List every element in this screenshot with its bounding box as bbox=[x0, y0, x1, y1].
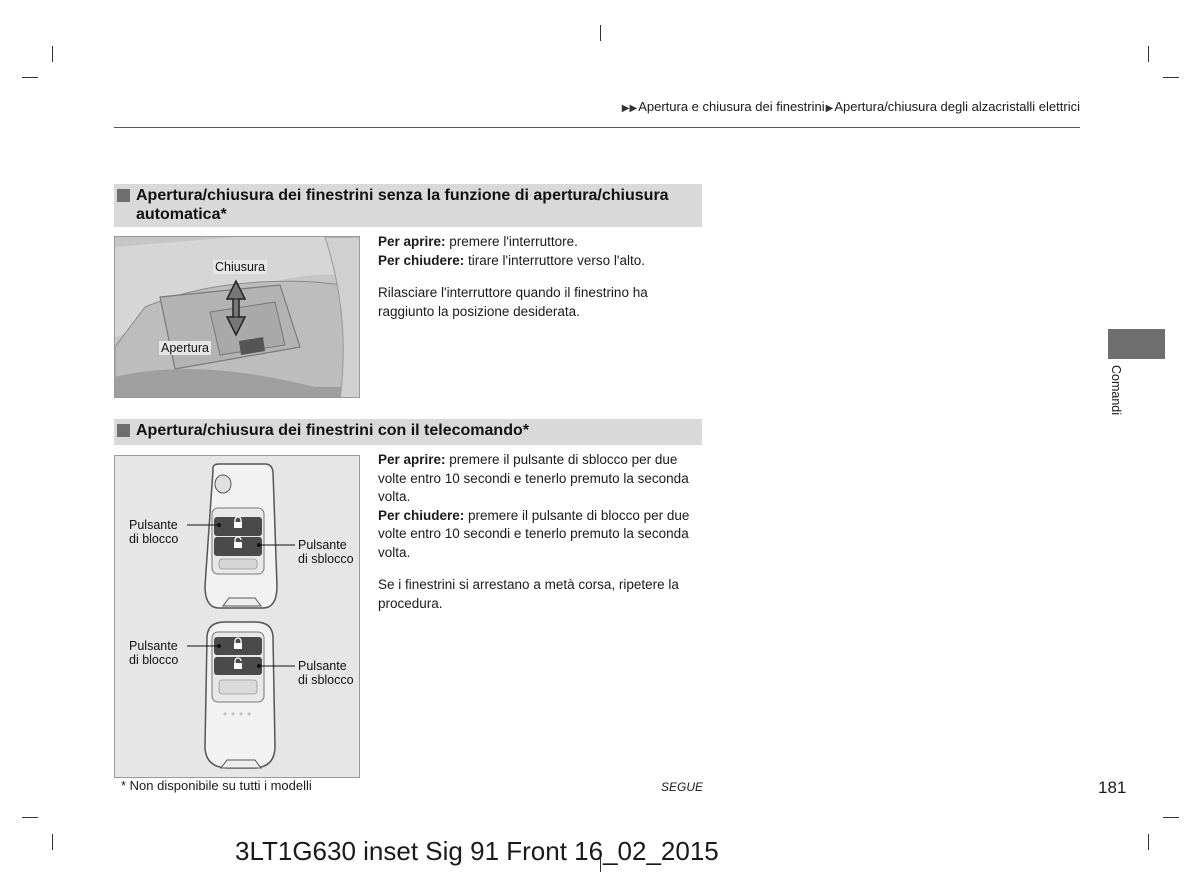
close-label: Per chiudere: bbox=[378, 507, 465, 523]
close-label: Per chiudere: bbox=[378, 252, 465, 268]
arrow-icon: ▶ bbox=[825, 103, 834, 114]
close-text: premere il pulsante di blocco per due volte entro 10 secondi e tenerlo premuto la seconda volta. bbox=[378, 507, 690, 560]
open-text: premere il pulsante di sblocco per due volte entro 10 secondi e tenerlo premuto la seconda volta. bbox=[378, 452, 689, 504]
callout-unlock-button-bottom: Pulsante di sblocco bbox=[298, 659, 354, 687]
crop-mark bbox=[1148, 46, 1149, 62]
close-instruction bbox=[378, 252, 704, 271]
side-tab-label: Comandi bbox=[1109, 365, 1123, 416]
section-heading-text: Apertura/chiusura dei finestrini con il telecomando* bbox=[136, 422, 529, 439]
crop-mark bbox=[1163, 817, 1179, 818]
open-label: Per aprire: bbox=[378, 234, 446, 249]
header-rule bbox=[114, 127, 1080, 128]
remote-keys-drawing bbox=[115, 456, 360, 778]
breadcrumb-part-1: Apertura e chiusura dei finestrini bbox=[638, 99, 825, 114]
crop-mark bbox=[22, 817, 38, 818]
section1-body bbox=[378, 233, 704, 321]
open-instruction bbox=[378, 451, 704, 507]
side-tab-marker bbox=[1108, 329, 1165, 359]
section-heading-text: Apertura/chiusura dei finestrini senza la funzione di apertura/chiusura automatica* bbox=[136, 187, 669, 223]
open-text: premere l'interruttore. bbox=[445, 234, 578, 249]
section-heading-manual bbox=[114, 184, 702, 227]
close-text: tirare l'interruttore verso l'alto. bbox=[464, 252, 646, 268]
release-instruction: Rilasciare l'interruttore quando il finestrino ha raggiunto la posizione desiderata. bbox=[378, 285, 648, 319]
breadcrumb bbox=[621, 99, 1080, 114]
close-instruction bbox=[378, 507, 704, 563]
stop-instruction: Se i finestrini si arrestano a metà corsa, ripetere la procedura. bbox=[378, 577, 679, 611]
crop-mark bbox=[52, 46, 53, 62]
section-heading-remote bbox=[114, 419, 702, 445]
window-switch-illustration bbox=[114, 236, 360, 398]
callout-lock-button-top: Pulsante di blocco bbox=[129, 518, 179, 546]
breadcrumb-part-2: Apertura/chiusura degli alzacristalli elettrici bbox=[834, 99, 1080, 114]
continue-label: SEGUE bbox=[661, 780, 704, 794]
open-instruction bbox=[378, 233, 704, 252]
crop-mark bbox=[1163, 77, 1179, 78]
crop-mark bbox=[22, 77, 38, 78]
heading-square-icon bbox=[117, 189, 130, 202]
open-label: Per aprire: bbox=[378, 452, 446, 467]
callout-open: Apertura bbox=[161, 341, 209, 355]
heading-square-icon bbox=[117, 424, 130, 437]
callout-unlock-button-top: Pulsante di sblocco bbox=[298, 538, 354, 566]
double-arrow-icon: ▶▶ bbox=[621, 103, 638, 114]
page-number: 181 bbox=[1098, 778, 1127, 797]
callout-lock-button-bottom: Pulsante di blocco bbox=[129, 639, 179, 667]
remote-key-illustration bbox=[114, 455, 360, 778]
print-slug: 3LT1G630 inset Sig 91 Front 16_02_2015 bbox=[235, 836, 719, 866]
section2-body bbox=[378, 451, 704, 613]
crop-mark bbox=[52, 834, 53, 850]
crop-mark bbox=[600, 25, 601, 41]
callout-close: Chiusura bbox=[215, 260, 266, 274]
footnote: * Non disponibile su tutti i modelli bbox=[121, 778, 312, 793]
crop-mark bbox=[1148, 834, 1149, 850]
